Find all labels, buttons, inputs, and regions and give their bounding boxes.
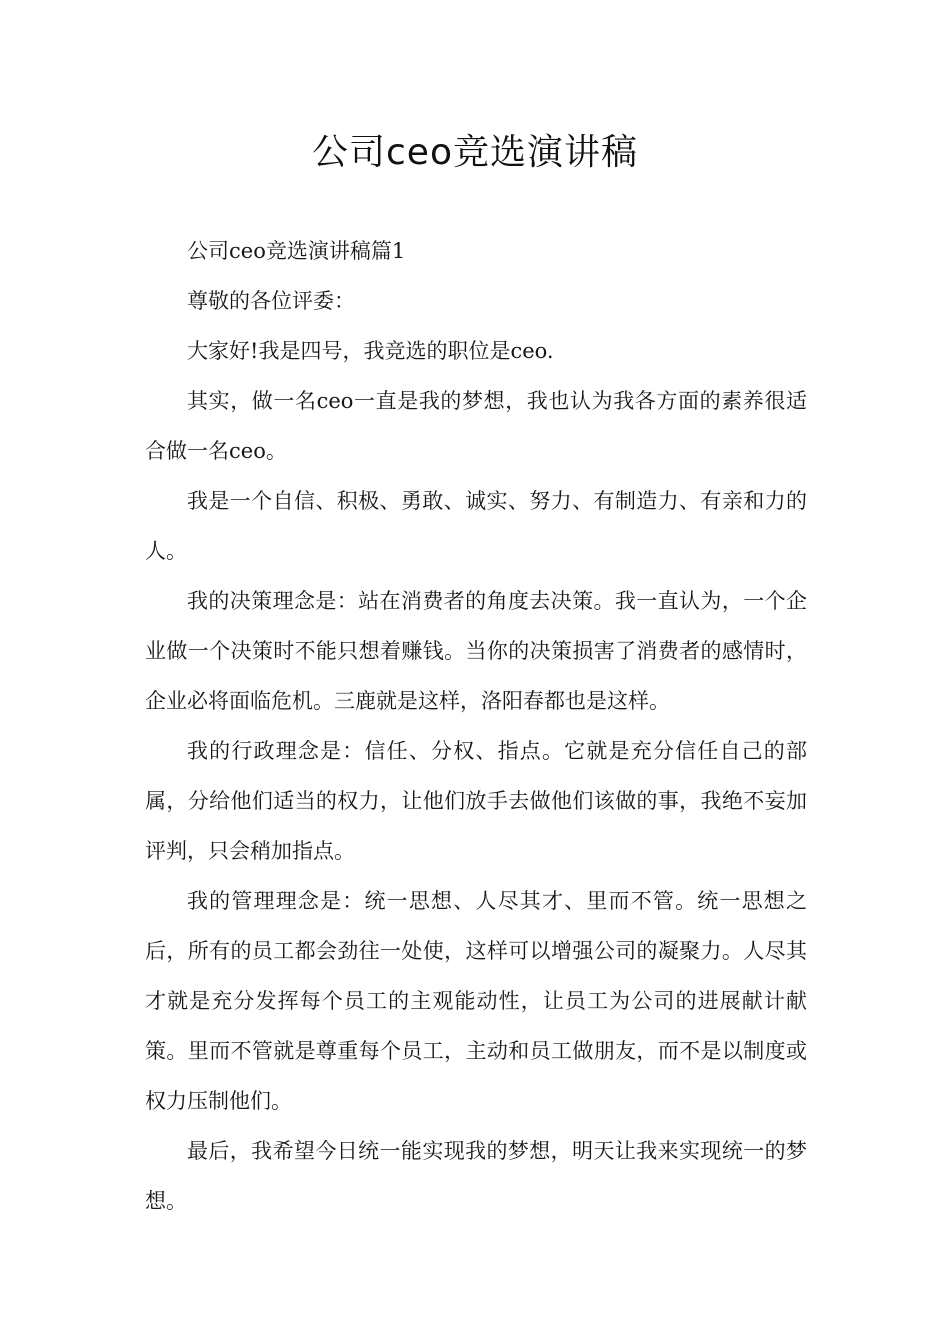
document-title: 公司ceo竞选演讲稿	[312, 132, 638, 173]
paragraph: 我的行政理念是：信任、分权、指点。它就是充分信任自己的部属，分给他们适当的权力，让他们放手去做他们该做的事，我绝不妄加评判，只会稍加指点。	[145, 739, 807, 863]
paragraph-heading: 公司ceo竞选演讲稿篇1	[187, 239, 406, 263]
paragraph: 最后，我希望今日统一能实现我的梦想，明天让我来实现统一的梦想。	[145, 1139, 807, 1213]
paragraph: 大家好!我是四号，我竞选的职位是ceo.	[187, 339, 554, 363]
paragraph: 其实，做一名ceo一直是我的梦想，我也认为我各方面的素养很适合做一名ceo。	[145, 389, 807, 463]
paragraph-salutation: 尊敬的各位评委：	[187, 289, 355, 313]
paragraph: 我是一个自信、积极、勇敢、诚实、努力、有制造力、有亲和力的人。	[145, 489, 807, 563]
paragraph: 我的管理理念是：统一思想、人尽其才、里而不管。统一思想之后，所有的员工都会劲往一处使，这样可以增强公司的凝聚力。人尽其才就是充分发挥每个员工的主观能动性，让员工为公司的进展献计献策。里而不管就是尊重每个员工，主动和员工做朋友，而不是以制度或权力压制他们。	[145, 889, 807, 1113]
document-body	[145, 226, 807, 1226]
paragraph: 我的决策理念是：站在消费者的角度去决策。我一直认为，一个企业做一个决策时不能只想着赚钱。当你的决策损害了消费者的感情时，企业必将面临危机。三鹿就是这样，洛阳春都也是这样。	[145, 589, 807, 713]
